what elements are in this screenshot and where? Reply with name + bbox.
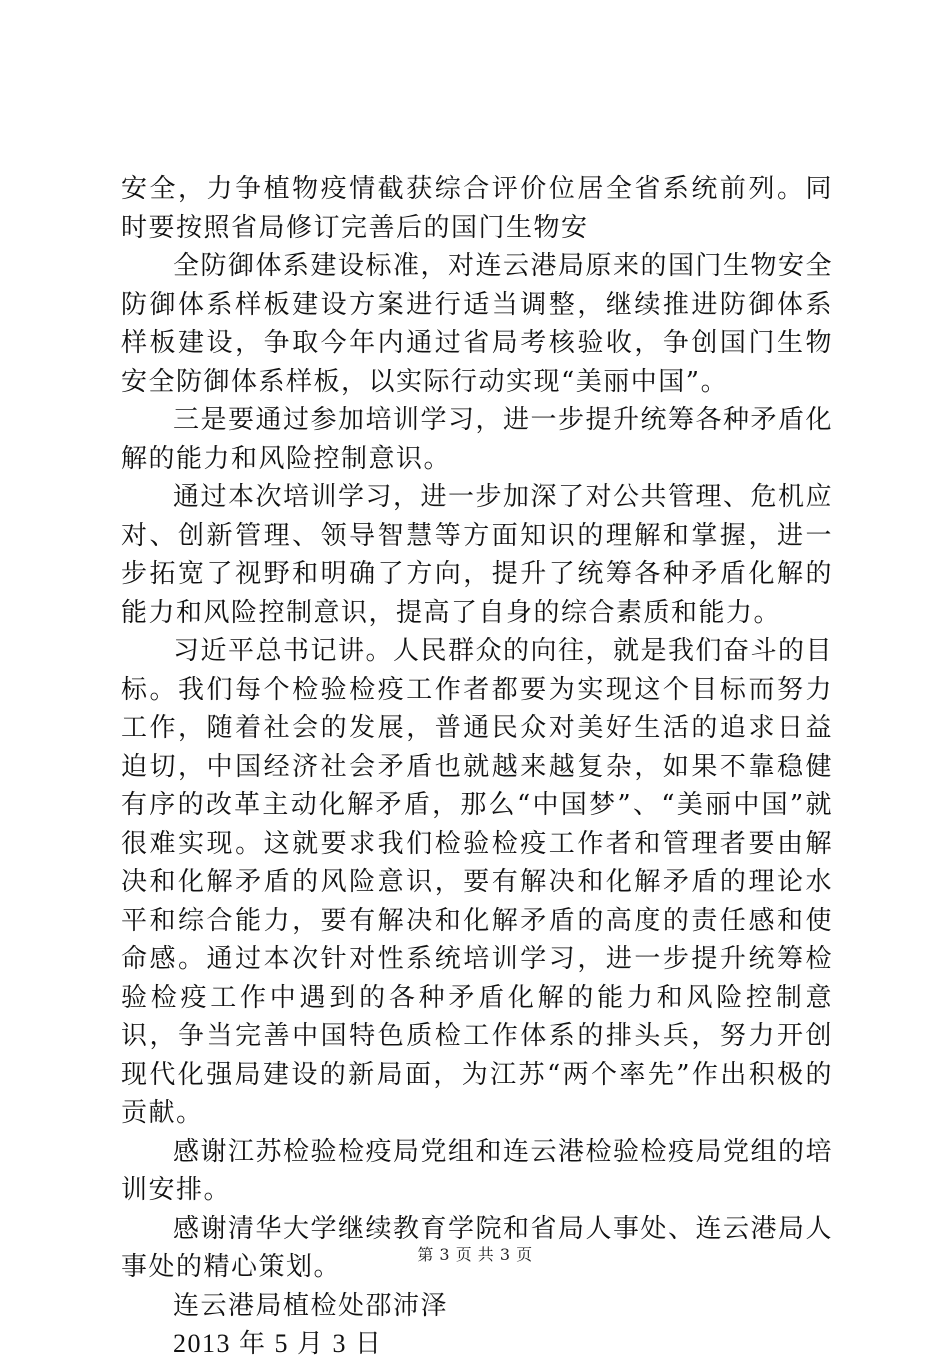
paragraph-4: 通过本次培训学习，进一步加深了对公共管理、危机应对、创新管理、领导智慧等方面知识的理解和掌握，进一步拓宽了视野和明确了方向，提升了统筹各种矛盾化解的能力和风险控制意识，提高了自身的综合素质和能力。 [121,482,834,628]
paragraph-5: 习近平总书记讲。人民群众的向往，就是我们奋斗的目标。我们每个检验检疫工作者都要为实现这个目标而努力工作，随着社会的发展，普通民众对美好生活的追求日益迫切，中国经济社会矛盾也就越来越复杂，如果不靠稳健有序的改革主动化解矛盾，那么“中国梦”、“美丽中国”就很难实现。这就要求我们检验检疫工作者和管理者要由解决和化解矛盾的风险意识，要有解决和化解矛盾的理论水平和综合能力，要有解决和化解矛盾的高度的责任感和使命感。通过本次针对性系统培训学习，进一步提升统筹检验检疫工作中遇到的各种矛盾化解的能力和风险控制意识，争当完善中国特色质检工作体系的排头兵，努力开创现代化强局建设的新局面，为江苏“两个率先”作出积极的贡献。 [121,636,834,1128]
paragraph-6: 感谢江苏检验检疫局党组和连云港检验检疫局党组的培训安排。 [121,1136,834,1205]
paragraph-2: 全防御体系建设标准，对连云港局原来的国门生物安全防御体系样板建设方案进行适当调整，继续推进防御体系样板建设，争取今年内通过省局考核验收，争创国门生物安全防御体系样板，以实际行动实现“美丽中国”。 [121,251,834,397]
paragraph-1: 安全，力争植物疫情截获综合评价位居全省系统前列。同时要按照省局修订完善后的国门生物安 [121,174,833,243]
paragraph-7: 感谢清华大学继续教育学院和省局人事处、连云港局人事处的精心策划。 [121,1213,834,1282]
signature-line: 连云港局植检处邵沛泽 [173,1290,449,1321]
page-footer: 第 3 页 共 3 页 [417,1245,533,1264]
document-body [121,170,833,1364]
paragraph-3: 三是要通过参加培训学习，进一步提升统筹各种矛盾化解的能力和风险控制意识。 [121,405,834,474]
date-line: 2013 年 5 月 3 日 [173,1329,383,1358]
